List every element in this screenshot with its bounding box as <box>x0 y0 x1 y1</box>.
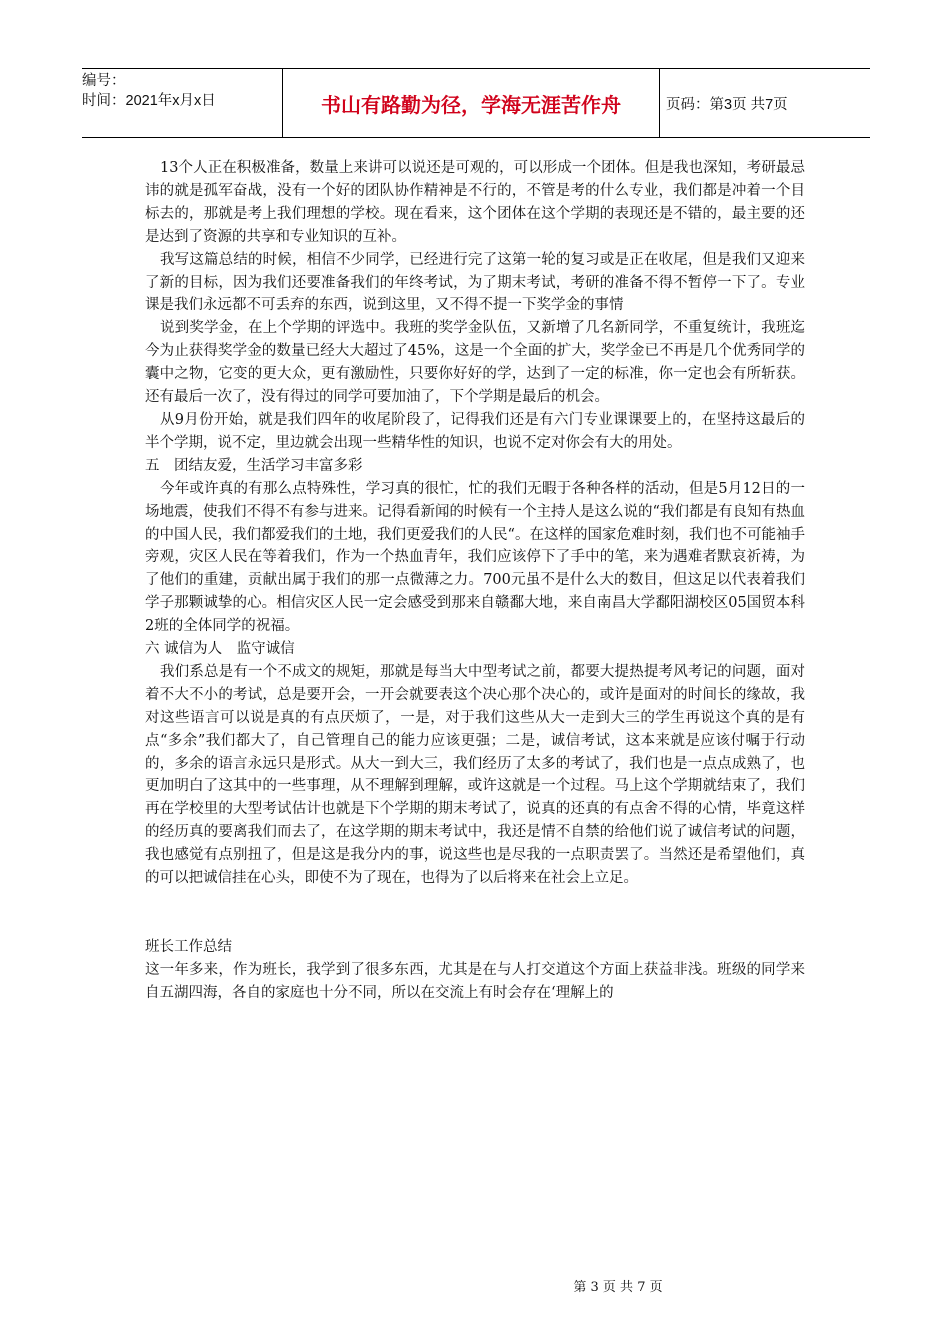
body-paragraph: 这一年多来，作为班长，我学到了很多东西，尤其是在与人打交道这个方面上获益非浅。班级的同学来自五湖四海，各自的家庭也十分不同，所以在交流上有时会存在‘理解上的 <box>145 961 805 1001</box>
header-page-number: 页码：第3页 共7页 <box>666 96 788 113</box>
header-motto: 书山有路勤为径，学海无涯苦作舟 <box>282 69 660 137</box>
footer-page-number: 第 3 页 共 7 页 <box>573 1280 663 1295</box>
document-date-label: 时间：2021年x月x日 <box>82 93 216 109</box>
section-heading: 六 诚信为人 监守诚信 <box>145 641 295 658</box>
paragraph-spacer <box>145 890 805 936</box>
page-footer <box>0 1276 950 1295</box>
body-paragraph: 今年或许真的有那么点特殊性，学习真的很忙，忙的我们无暇于各种各样的活动，但是5月12日的一场地震，使我们不得不有参与进来。记得看新闻的时候有一个主持人是这么说的“我们都是有良知有热血的中国人民，我们都爱我们的土地，我们更爱我们的人民“。在这样的国家危难时刻，我们也不可能袖手旁观，灾区人民在等着我们，作为一个热血青年，我们应该停下了手中的笔，来为遇难者默哀祈祷，为了他们的重建，贡献出属于我们的那一点微薄之力。700元虽不是什么大的数目，但这足以代表着我们学子那颗诚挚的心。相信灾区人民一定会感受到那来自赣鄱大地，来自南昌大学鄱阳湖校区05国贸本科2班的全体同学的祝福。 <box>145 480 805 635</box>
document-number-label: 编号： <box>82 73 126 89</box>
section-title: 班长工作总结 <box>145 939 232 955</box>
body-paragraph: 我写这篇总结的时候，相信不少同学，已经进行完了这第一轮的复习或是正在收尾，但是我们又迎来了新的目标，因为我们还要准备我们的年终考试，为了期末考试，考研的准备不得不暂停一下了。专业课是我们永远都不可丢弃的东西，说到这里，又不得不提一下奖学金的事情 <box>145 251 805 314</box>
header-meta <box>82 69 282 137</box>
body-paragraph: 从9月份开始，就是我们四年的收尾阶段了，记得我们还是有六门专业课课要上的，在坚持这最后的半个学期，说不定，里边就会出现一些精华性的知识，也说不定对你会有大的用处。 <box>145 411 805 451</box>
body-paragraph: 13个人正在积极准备，数量上来讲可以说还是可观的，可以形成一个团体。但是我也深知，考研最忌讳的就是孤军奋战，没有一个好的团队协作精神是不行的，不管是考的什么专业，我们都是冲着一个目标去的，那就是考上我们理想的学校。现在看来，这个团体在这个学期的表现还是不错的，最主要的还是达到了资源的共享和专业知识的互补。 <box>145 160 805 245</box>
section-heading: 五 团结友爱，生活学习丰富多彩 <box>145 457 363 474</box>
page-header <box>82 68 870 138</box>
document-body <box>145 157 805 1005</box>
body-paragraph: 说到奖学金，在上个学期的评选中。我班的奖学金队伍，又新增了几名新同学，不重复统计，我班迄今为止获得奖学金的数量已经大大超过了45%，这是一个全面的扩大，奖学金已不再是几个优秀同学的囊中之物，它变的更大众，更有激励性，只要你好好的学，达到了一定的标准，你一定也会有所斩获。还有最后一次了，没有得过的同学可要加油了，下个学期是最后的机会。 <box>145 320 805 406</box>
body-paragraph: 我们系总是有一个不成文的规矩，那就是每当大中型考试之前，都要大提热提考风考记的问题，面对着不大不小的考试，总是要开会，一开会就要表这个决心那个决心的，或许是面对的时间长的缘故，我对这些语言可以说是真的有点厌烦了，一是，对于我们这些从大一走到大三的学生再说这个真的是有点“多余”我们都大了，自己管理自己的能力应该更强；二是，诚信考试，这本来就是应该付嘱于行动的，多余的语言永远只是形式。从大一到大三，我们经历了太多的考试了，我们也是一点点成熟了，也更加明白了这其中的一些事理，从不理解到理解，或许这就是一个过程。马上这个学期就结束了，我们再在学校里的大型考试估计也就是下个学期的期末考试了，说真的还真的有点舍不得的心情，毕竟这样的经历真的要离我们而去了，在这学期的期末考试中，我还是情不自禁的给他们说了诚信考试的问题，我也感觉有点别扭了，但是这是我分内的事，说这些也是尽我的一点职责罢了。当然还是希望他们，真的可以把诚信挂在心头，即使不为了现在，也得为了以后将来在社会上立足。 <box>145 663 805 887</box>
